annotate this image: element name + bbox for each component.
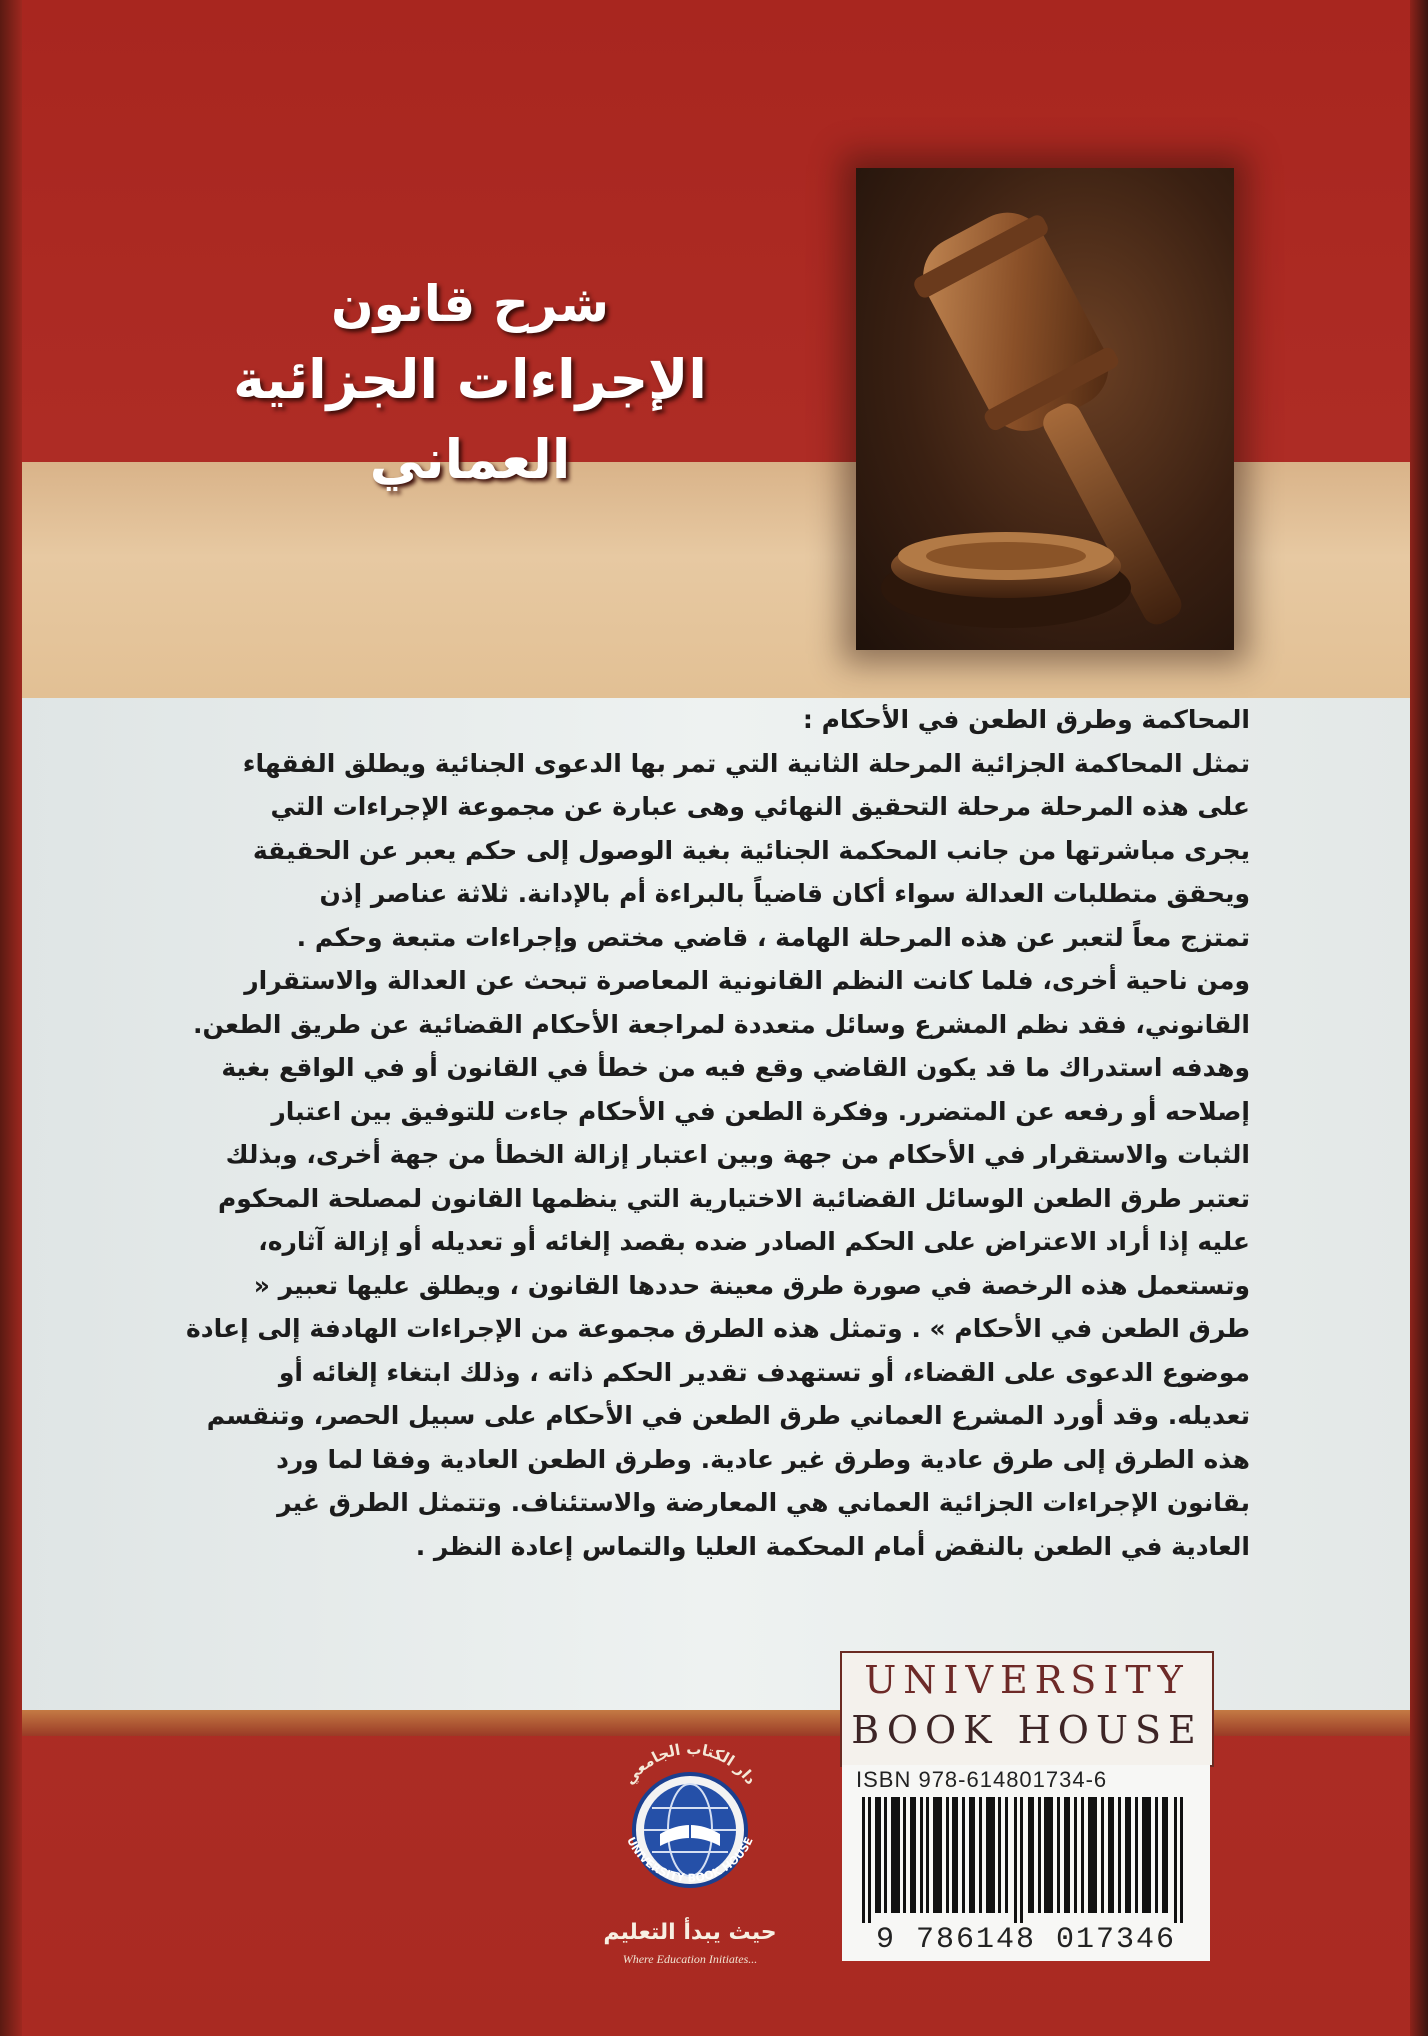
gavel-photo-icon xyxy=(856,168,1234,650)
publisher-name-line1: UNIVERSITY xyxy=(864,1658,1190,1702)
description-line: وهدفه استدراك ما قد يكون القاضي وقع فيه من خطأ في القانون أو في الواقع بغية xyxy=(221,1053,1250,1082)
isbn-label: ISBN 978-614801734-6 xyxy=(856,1767,1108,1792)
barcode-icon xyxy=(862,1797,1192,1923)
logo-arabic-text: دار الكتاب الجامعي xyxy=(620,1739,760,1788)
description-line: تمثل المحاكمة الجزائية المرحلة الثانية التي تمر بها الدعوى الجنائية ويطلق الفقهاء xyxy=(242,748,1250,778)
book-description xyxy=(130,698,1250,1568)
description-line: ويحقق متطلبات العدالة سواء أكان قاضياً بالبراءة أم بالإدانة. ثلاثة عناصر إذن xyxy=(319,879,1250,908)
publisher-name-line2: BOOK HOUSE xyxy=(851,1708,1203,1752)
description-line: ومن ناحية أخرى، فلما كانت النظم القانونية المعاصرة تبحث عن العدالة والاستقرار xyxy=(244,966,1250,995)
description-line: موضوع الدعوى على القضاء، أو تستهدف تقدير الحكم ذاته ، وذلك ابتغاء إلغائه أو xyxy=(278,1357,1250,1387)
globe-book-logo-icon xyxy=(590,1712,790,1912)
description-line: يجرى مباشرتها من جانب المحكمة الجنائية بغية الوصول إلى حكم يعبر عن الحقيقة xyxy=(252,835,1250,865)
description-line: إصلاحه أو رفعه عن المتضرر. وفكرة الطعن في الأحكام جاءت للتوفيق بين اعتبار xyxy=(271,1096,1250,1126)
description-line: على هذه المرحلة مرحلة التحقيق النهائي وهى عبارة عن مجموعة الإجراءات التي xyxy=(270,792,1250,821)
description-line: الثبات والاستقرار في الأحكام من جهة وبين اعتبار إزالة الخطأ من جهة أخرى، وبذلك xyxy=(225,1140,1250,1169)
description-line: هذه الطرق إلى طرق عادية وطرق غير عادية. وطرق الطعن العادية وفقا لما ورد xyxy=(276,1444,1250,1474)
description-line: تعتبر طرق الطعن الوسائل القضائية الاختيارية التي ينظمها القانون لمصلحة المحكوم xyxy=(217,1183,1250,1213)
description-line: تعديله. وقد أورد المشرع العماني طرق الطعن في الأحكام على سبيل الحصر، وتنقسم xyxy=(206,1401,1250,1430)
slogan-english: Where Education Initiates... xyxy=(622,1952,758,1966)
description-line: طرق الطعن في الأحكام » . وتمثل هذه الطرق مجموعة من الإجراءات الهادفة إلى إعادة xyxy=(186,1314,1250,1343)
book-title-line2: الإجراءات الجزائية العماني xyxy=(233,348,707,491)
cover-right-edge xyxy=(1410,0,1428,2036)
description-line: العادية في الطعن بالنقض أمام المحكمة العليا والتماس إعادة النظر . xyxy=(415,1531,1250,1561)
publisher-name-box xyxy=(840,1651,1214,1767)
description-line: تمتزج معاً لتعبر عن هذه المرحلة الهامة ، قاضي مختص وإجراءات متبعة وحكم . xyxy=(296,922,1250,952)
logo-english-text: UNIVERSITY BOOK HOUSE xyxy=(624,1835,756,1885)
cover-spine-edge xyxy=(0,0,22,2036)
book-title xyxy=(140,268,800,500)
barcode-number: 9 786148 017346 xyxy=(875,1923,1177,1957)
book-title-line1: شرح قانون xyxy=(330,275,610,333)
barcode-box xyxy=(842,1765,1210,1961)
description-line: بقانون الإجراءات الجزائية العماني هي المعارضة والاستئناف. وتتمثل الطرق غير xyxy=(277,1488,1250,1517)
description-line: وتستعمل هذه الرخصة في صورة طرق معينة حددها القانون ، ويطلق عليها تعبير « xyxy=(253,1270,1250,1300)
description-heading: المحاكمة وطرق الطعن في الأحكام : xyxy=(802,705,1250,734)
description-line: عليه إذا أراد الاعتراض على الحكم الصادر ضده بقصد إلغائه أو تعديله أو إزالة آثاره، xyxy=(258,1227,1250,1256)
slogan-arabic: حيث يبدأ التعليم xyxy=(603,1920,777,1945)
description-line: القانوني، فقد نظم المشرع وسائل متعددة لمراجعة الأحكام القضائية عن طريق الطعن. xyxy=(192,1009,1250,1039)
